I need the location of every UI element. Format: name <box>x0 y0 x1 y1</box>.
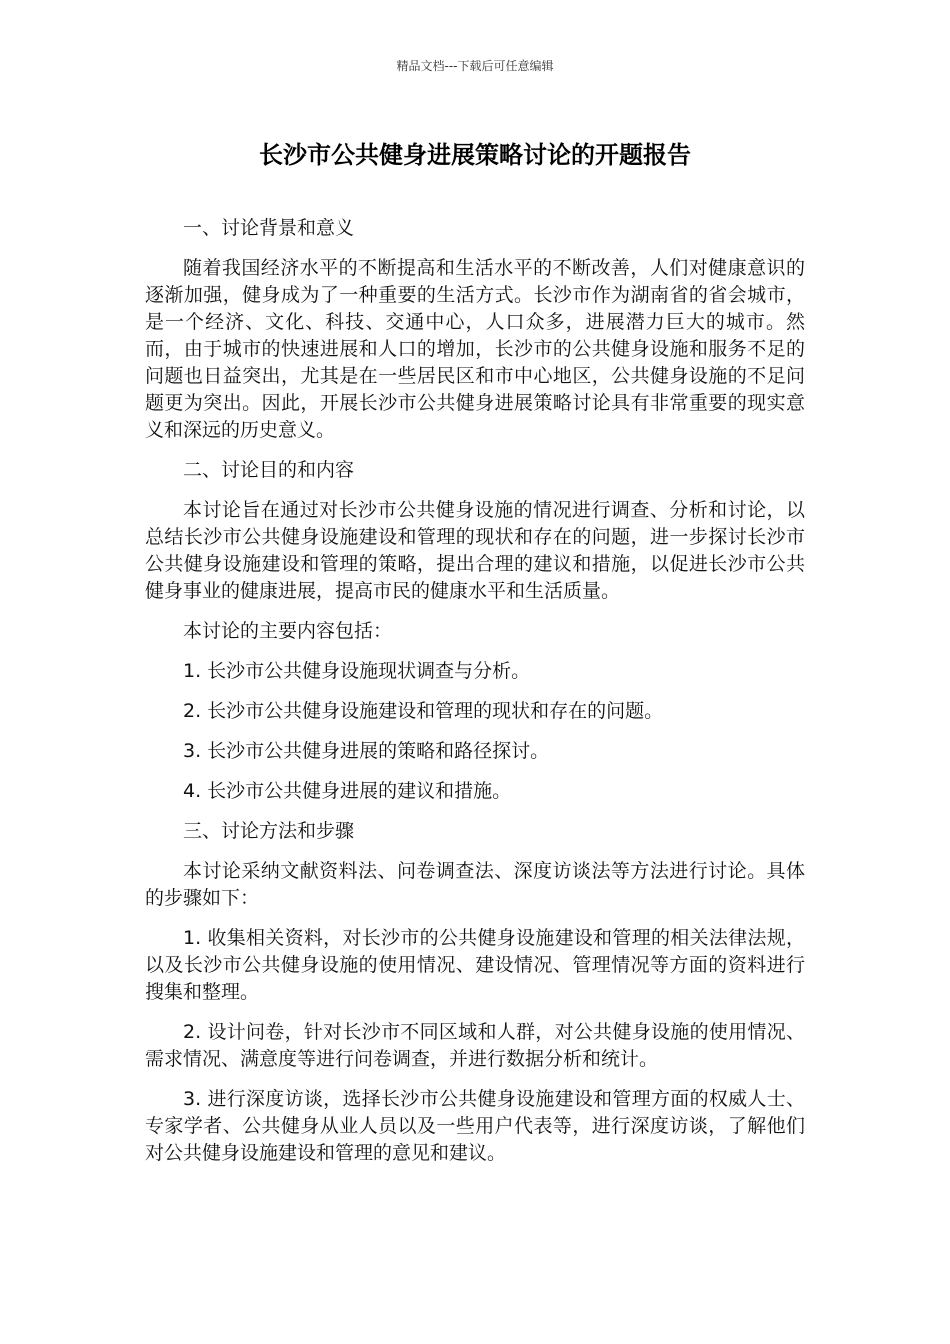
list-item-step-3: 3. 进行深度访谈，选择长沙市公共健身设施建设和管理方面的权威人士、专家学者、公共健身从业人员以及一些用户代表等，进行深度访谈，了解他们对公共健身设施建设和管理的意见和建议。 <box>145 1088 805 1164</box>
document-body <box>145 215 805 1180</box>
list-item-content-2: 2. 长沙市公共健身设施建设和管理的现状和存在的问题。 <box>183 700 664 722</box>
paragraph-contents-intro: 本讨论的主要内容包括： <box>183 620 393 642</box>
list-item-step-2: 2. 设计问卷，针对长沙市不同区域和人群，对公共健身设施的使用情况、需求情况、满意度等进行问卷调查，并进行数据分析和统计。 <box>145 1021 805 1070</box>
paragraph-purpose: 本讨论旨在通过对长沙市公共健身设施的情况进行调查、分析和讨论，以总结长沙市公共健身设施建设和管理的现状和存在的问题，进一步探讨长沙市公共健身设施建设和管理的策略，提出合理的建议和措施，以促进长沙市公共健身事业的健康进展，提高市民的健康水平和生活质量。 <box>145 499 805 602</box>
paragraph-background: 随着我国经济水平的不断提高和生活水平的不断改善，人们对健康意识的逐渐加强，健身成为了一种重要的生活方式。长沙市作为湖南省的省会城市，是一个经济、文化、科技、交通中心，人口众多，进展潜力巨大的城市。然而，由于城市的快速进展和人口的增加，长沙市的公共健身设施和服务不足的问题也日益突出，尤其是在一些居民区和市中心地区，公共健身设施的不足问题更为突出。因此，开展长沙市公共健身进展策略讨论具有非常重要的现实意义和深远的历史意义。 <box>145 257 805 441</box>
document-title: 长沙市公共健身进展策略讨论的开题报告 <box>259 141 691 169</box>
list-item-content-4: 4. 长沙市公共健身进展的建议和措施。 <box>183 780 512 802</box>
section-heading-purpose: 二、讨论目的和内容 <box>183 459 355 481</box>
list-item-step-1: 1. 收集相关资料，对长沙市的公共健身设施建设和管理的相关法律法规，以及长沙市公共健身设施的使用情况、建设情况、管理情况等方面的资料进行搜集和整理。 <box>145 927 805 1003</box>
section-heading-background: 一、讨论背景和意义 <box>183 217 355 239</box>
header-note: 精品文档---下载后可任意编辑 <box>396 59 554 73</box>
section-heading-methods: 三、讨论方法和步骤 <box>183 820 355 842</box>
list-item-content-3: 3. 长沙市公共健身进展的策略和路径探讨。 <box>183 740 550 762</box>
list-item-content-1: 1. 长沙市公共健身设施现状调查与分析。 <box>183 660 531 682</box>
paragraph-methods: 本讨论采纳文献资料法、问卷调查法、深度访谈法等方法进行讨论。具体的步骤如下： <box>145 860 805 909</box>
